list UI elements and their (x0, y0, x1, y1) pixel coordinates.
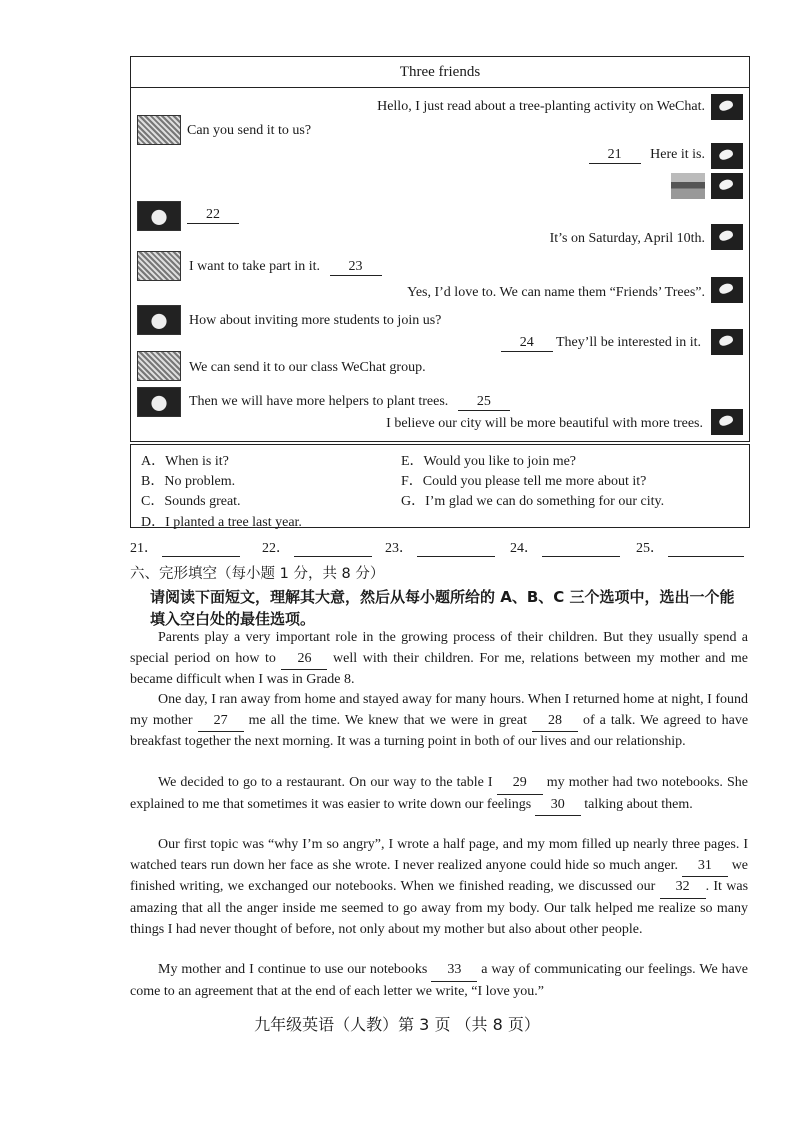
dialogue-line-3-text: Here it is. (650, 147, 705, 162)
p3-text-a: We decided to go to a restaurant. On our way to the table I (158, 775, 493, 790)
p4-text-c: . It was amazing that all the anger inside me seemed to go away from my body. Our talk helped me realize so many things I had never thought of before, not only about my mother but also about other people. (130, 879, 749, 937)
p2-text-b: me all the time. We knew that we were in great (248, 712, 527, 728)
bird-avatar-icon (711, 224, 743, 250)
blank-25: 25 (458, 394, 510, 411)
answer-label-23: 23． (385, 541, 413, 556)
dialogue-line-5 (187, 207, 239, 224)
answer-label-25: 25． (636, 541, 664, 556)
avatar-icon (137, 115, 181, 145)
bird-avatar-icon (711, 173, 743, 199)
bird-avatar-icon (711, 143, 743, 169)
blank-30: 30 (535, 795, 581, 817)
option-b: B．No problem. (141, 474, 236, 489)
bird-avatar-icon (711, 329, 743, 355)
p3-text-b: my mother had two notebooks. She explained to me that sometimes it was easier to write down our feelings (130, 775, 749, 812)
answer-label-21: 21． (130, 541, 158, 556)
option-f: F．Could you please tell me more about it? (401, 474, 647, 489)
avatar-icon (137, 251, 181, 281)
dialogue-line-12 (189, 394, 510, 411)
answer-label-24: 24． (510, 541, 538, 556)
photo-thumbnail-icon (671, 173, 705, 199)
answer-blank-21[interactable] (162, 542, 240, 557)
options-box (130, 444, 750, 528)
page-footer: 九年级英语（人教）第 3 页 （共 8 页） (254, 1015, 540, 1034)
avatar-icon (137, 387, 181, 417)
option-a: A．When is it? (141, 454, 229, 469)
blank-26: 26 (281, 649, 327, 671)
bird-avatar-icon (711, 277, 743, 303)
option-g: G．I’m glad we can do something for our city. (401, 494, 665, 509)
blank-33: 33 (431, 960, 477, 982)
p3-text-c: talking about them. (584, 796, 693, 812)
dialogue-line-10 (501, 335, 701, 352)
p4-text-a: Our first topic was “why I’m so angry”, I wrote a half page, and my mom filled up nearly three pages. I watched tears run down her face as she wrote. I never realized anyone could hide so much anger. (130, 837, 748, 873)
paragraph-4 (130, 835, 748, 941)
p4-text-b: we finished writing, we exchanged our notebooks. When we finished reading, we discussed our (130, 857, 749, 895)
avatar-icon (137, 305, 181, 335)
paragraph-1 (130, 628, 748, 691)
p1-text-a: Parents play a very important role in the growing process of their children. But they usually spend a special period on how to (130, 630, 748, 666)
dialogue-line-9: How about inviting more students to join us? (189, 313, 442, 328)
section-instruction: 请阅读下面短文，理解其大意，然后从每小题所给的 A、B、C 三个选项中，选出一个能填入空白处的最佳选项。 (150, 588, 735, 628)
dialogue-title: Three friends (131, 57, 749, 88)
blank-22: 22 (187, 207, 239, 224)
dialogue-line-12-text: Then we will have more helpers to plant trees. (189, 394, 449, 409)
avatar-icon (137, 201, 181, 231)
p2-text-a: One day, I ran away from home and stayed away for many hours. When I returned home at night, I found my mother (130, 692, 748, 728)
paragraph-3 (130, 773, 748, 816)
dialogue-line-7-text: I want to take part in it. (189, 259, 321, 274)
blank-29: 29 (497, 773, 543, 795)
answer-blank-23[interactable] (417, 542, 495, 557)
option-e: E．Would you like to join me? (401, 454, 577, 469)
dialogue-line-2: Can you send it to us? (187, 123, 312, 138)
dialogue-line-10-text: They’ll be interested in it. (555, 335, 701, 350)
blank-23: 23 (330, 259, 382, 276)
p2-text-c: of a talk. We agreed to have breakfast together the next morning. It was a turning point in both of our lives and our relationship. (130, 712, 749, 750)
paragraph-2 (130, 690, 748, 753)
blank-31: 31 (682, 856, 728, 878)
answer-blank-22[interactable] (294, 542, 372, 557)
dialogue-line-13: I believe our city will be more beautiful with more trees. (386, 416, 703, 431)
bird-avatar-icon (711, 409, 743, 435)
option-c: C．Sounds great. (141, 494, 241, 509)
avatar-icon (137, 351, 181, 381)
answer-label-22: 22． (262, 541, 290, 556)
answer-25 (636, 537, 744, 557)
dialogue-box (130, 56, 750, 442)
option-d: D．I planted a tree last year. (141, 515, 302, 530)
section-heading: 六、完形填空（每小题 1 分，共 8 分） (130, 566, 385, 582)
answer-22 (262, 537, 372, 557)
p1-text-b: well with their children. For me, relations between my mother and me became difficult when I was in Grade 8. (130, 650, 749, 688)
answer-21 (130, 537, 240, 557)
blank-27: 27 (198, 711, 244, 733)
blank-28: 28 (532, 711, 578, 733)
p5-text-a: My mother and I continue to use our notebooks (158, 962, 428, 977)
answer-blank-24[interactable] (542, 542, 620, 557)
answer-23 (385, 537, 495, 557)
answer-blank-25[interactable] (668, 542, 744, 557)
dialogue-line-1: Hello, I just read about a tree-planting activity on WeChat. (377, 99, 705, 114)
paragraph-5 (130, 960, 748, 1002)
bird-avatar-icon (711, 94, 743, 120)
blank-32: 32 (660, 877, 706, 899)
dialogue-line-8: Yes, I’d love to. We can name them “Friends’ Trees”. (407, 285, 705, 300)
dialogue-line-3 (589, 147, 705, 164)
p5-text-b: a way of communicating our feelings. We have come to an agreement that at the end of each letter we write, “I love you.” (130, 962, 749, 999)
dialogue-line-7 (189, 259, 382, 276)
blank-21: 21 (589, 147, 641, 164)
dialogue-line-6: It’s on Saturday, April 10th. (549, 231, 705, 246)
answer-24 (510, 537, 620, 557)
dialogue-line-11: We can send it to our class WeChat group. (189, 360, 426, 375)
blank-24: 24 (501, 335, 553, 352)
